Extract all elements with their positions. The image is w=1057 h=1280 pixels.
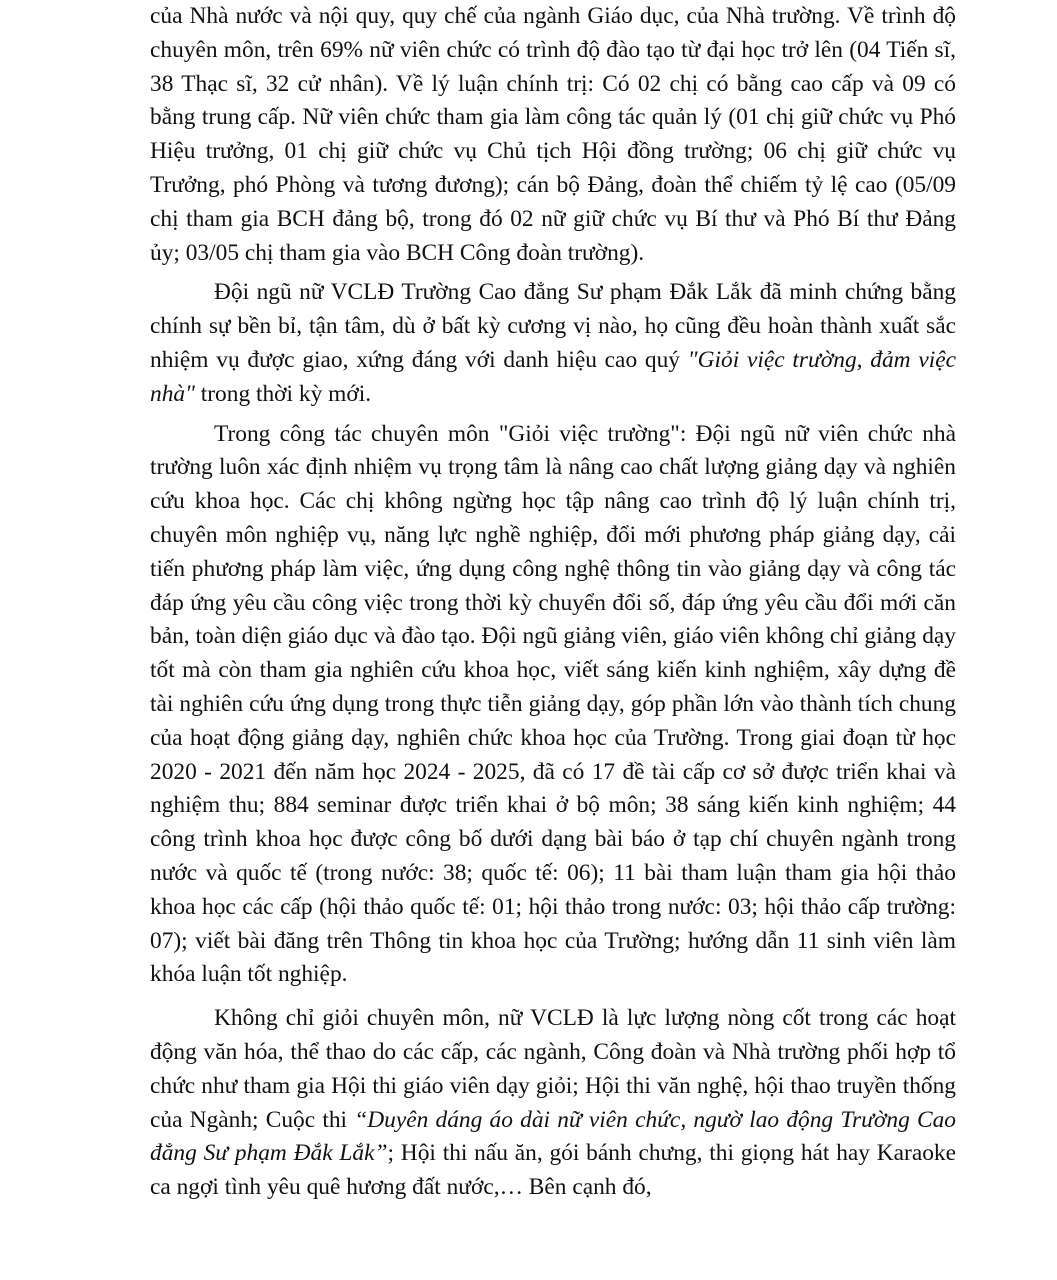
paragraph-2 (150, 276, 956, 411)
document-page (150, 0, 956, 1209)
paragraph-1 (150, 0, 956, 270)
paragraph-4-quote: “Duyên dáng áo dài nữ viên chức, ngườ lao động Trường Cao đẳng Sư phạm Đắk Lắk” (150, 1106, 956, 1167)
paragraph-4-text-a: Không chỉ giỏi chuyên môn, nữ VCLĐ là lực lượng nòng cốt trong các hoạt động văn hóa, thể thao do các cấp, các ngành, Công đoàn và Nhà trường phối hợp tổ chức như tham gia Hội thi giáo viên dạy giỏi; Hội thi văn nghệ, hội thao truyền thống của Ngành; Cuộc thi (150, 1005, 956, 1133)
paragraph-1-text: của Nhà nước và nội quy, quy chế của ngành Giáo dục, của Nhà trường. Về trình độ chuyên môn, trên 69% nữ viên chức có trình độ đào tạo từ đại học trở lên (04 Tiến sĩ, 38 Thạc sĩ, 32 cử nhân). Về lý luận chính trị: Có 02 chị có bằng cao cấp và 09 có bằng trung cấp. Nữ viên chức tham gia làm công tác quản lý (01 chị giữ chức vụ Phó Hiệu trưởng, 01 chị giữ chức vụ Chủ tịch Hội đồng trường; 06 chị giữ chức vụ Trưởng, phó Phòng và tương đương); cán bộ Đảng, đoàn thể chiếm tỷ lệ cao (05/09 chị tham gia BCH đảng bộ, trong đó 02 nữ giữ chức vụ Bí thư và Phó Bí thư Đảng ủy; 03/05 chị tham gia vào BCH Công đoàn trường). (150, 3, 956, 266)
paragraph-4 (150, 1002, 956, 1205)
paragraph-3 (150, 418, 956, 993)
paragraph-2-text-b: trong thời kỳ mới. (194, 380, 372, 407)
paragraph-4-text-b: ; Hội thi nấu ăn, gói bánh chưng, thi giọng hát hay Karaoke ca ngợi tình yêu quê hương đất nước,… Bên cạnh đó, (150, 1140, 956, 1201)
paragraph-3-text: Trong công tác chuyên môn "Giỏi việc trường": Đội ngũ nữ viên chức nhà trường luôn xác định nhiệm vụ trọng tâm là nâng cao chất lượng giảng dạy và nghiên cứu khoa học. Các chị không ngừng học tập nâng cao trình độ lý luận chính trị, chuyên môn nghiệp vụ, năng lực nghề nghiệp, đổi mới phương pháp giảng dạy, cải tiến phương pháp làm việc, ứng dụng công nghệ thông tin vào giảng dạy và công tác đáp ứng yêu cầu công việc trong thời kỳ chuyển đổi số, đáp ứng yêu cầu đổi mới căn bản, toàn diện giáo dục và đào tạo. Đội ngũ giảng viên, giáo viên không chỉ giảng dạy tốt mà còn tham gia nghiên cứu khoa học, viết sáng kiến kinh nghiệm, xây dựng đề tài nghiên cứu ứng dụng trong thực tiễn giảng dạy, góp phần lớn vào thành tích chung của hoạt động giảng dạy, nghiên chức khoa học của Trường. Trong giai đoạn từ học 2020 - 2021 đến năm học 2024 - 2025, đã có 17 đề tài cấp cơ sở được triển khai và nghiệm thu; 884 seminar được triển khai ở bộ môn; 38 sáng kiến kinh nghiệm; 44 công trình khoa học được công bố dưới dạng bài báo ở tạp chí chuyên ngành trong nước và quốc tế (trong nước: 38; quốc tế: 06); 11 bài tham luận tham gia hội thảo khoa học các cấp (hội thảo quốc tế: 01; hội thảo trong nước: 03; hội thảo cấp trường: 07); viết bài đăng trên Thông tin khoa học của Trường; hướng dẫn 11 sinh viên làm khóa luận tốt nghiệp. (150, 420, 956, 988)
paragraph-2-quote: "Giỏi việc trường, đảm việc nhà" (150, 346, 956, 407)
paragraph-2-text-a: Đội ngũ nữ VCLĐ Trường Cao đẳng Sư phạm Đắk Lắk đã minh chứng bằng chính sự bền bỉ, tận tâm, dù ở bất kỳ cương vị nào, họ cũng đều hoàn thành xuất sắc nhiệm vụ được giao, xứng đáng với danh hiệu cao quý (150, 279, 956, 373)
